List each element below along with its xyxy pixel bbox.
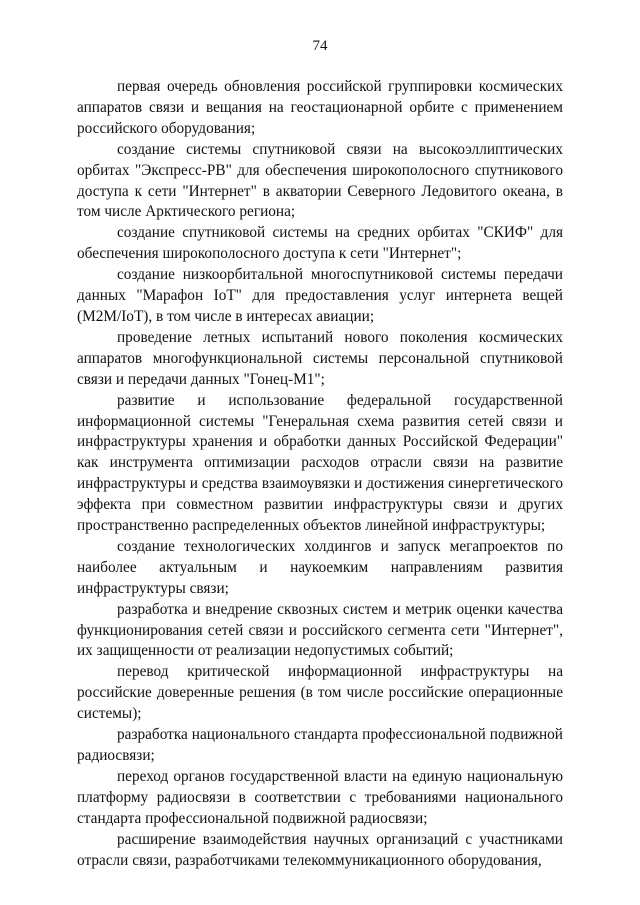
page-number: 74 — [312, 38, 328, 54]
paragraph-gonets-m1: проведение летных испытаний нового поколения космических аппаратов многофункциональной системы персональной спутниковой связи и передачи данных "Гонец-М1"; — [77, 328, 563, 388]
paragraph-tech-holdings: создание технологических холдингов и запуск мегапроектов по наиболее актуальным и наукоемким направлениям развития инфраструктуры связи; — [77, 537, 563, 597]
paragraph-marathon-iot: создание низкоорбитальной многоспутниковой системы передачи данных "Марафон IoT" для предоставления услуг интернета вещей (M2M/IoT), в том числе в интересах авиации; — [77, 266, 563, 325]
document-body — [77, 77, 563, 871]
paragraph-general-scheme: развитие и использование федеральной государственной информационной системы "Генеральная схема развития сетей связи и инфраструктуры хранения и обработки данных Российской Федерации" как инструмента оптимизации расходов отрасли связи на развитие инфраструктуры и средства взаимоувязки и достижения синергетического эффекта при совместном развитии инфраструктуры связи и других пространственно распределенных объектов линейной инфраструктуры; — [77, 391, 563, 535]
paragraph-radio-platform: переход органов государственной власти на единую национальную платформу радиосвязи в соответствии с требованиями национального стандарта профессиональной подвижной радиосвязи; — [77, 767, 563, 827]
paragraph-science-cooperation: расширение взаимодействия научных организаций с участниками отрасли связи, разработчиками телекоммуникационного оборудования, — [77, 830, 563, 869]
paragraph-radio-standard: разработка национального стандарта профессиональной подвижной радиосвязи; — [77, 726, 563, 764]
paragraph-quality-metrics: разработка и внедрение сквозных систем и метрик оценки качества функционирования сетей связи и российского сегмента сети "Интернет", их защищенности от реализации недопустимых событий; — [77, 600, 563, 660]
paragraph-skif: создание спутниковой системы на средних орбитах "СКИФ" для обеспечения широкополосного доступа к сети "Интернет"; — [77, 224, 563, 263]
paragraph-express-rv: создание системы спутниковой связи на высокоэллиптических орбитах "Экспресс-РВ" для обеспечения широкополосного спутникового доступа к сети "Интернет" в акватории Северного Ледовитого океана, в том числе Арктического региона; — [77, 140, 563, 221]
paragraph-gso-satellite-upgrade: первая очередь обновления российской группировки космических аппаратов связи и вещания на геостационарной орбите с применением российского оборудования; — [77, 78, 563, 137]
paragraph-critical-infrastructure: перевод критической информационной инфраструктуры на российские доверенные решения (в том числе российские операционные системы); — [77, 663, 563, 723]
